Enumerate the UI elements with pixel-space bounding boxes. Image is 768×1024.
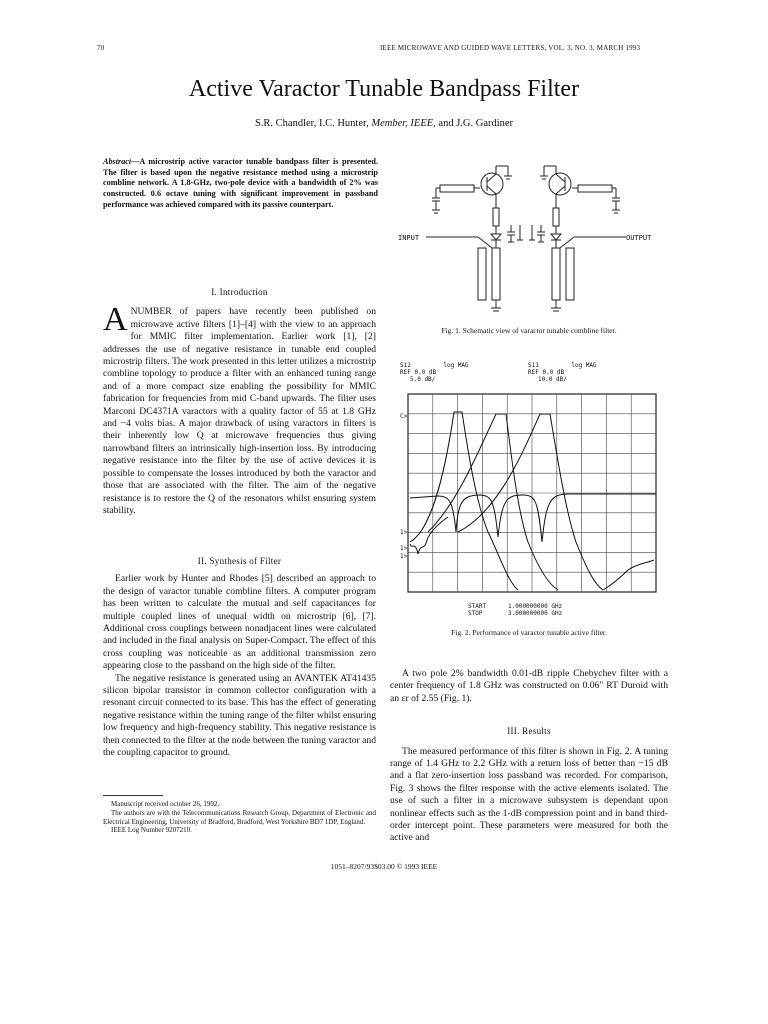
trace-noise-low [410,517,448,554]
footnote-log: IEEE Log Number 9207210. [111,826,192,835]
abstract [103,157,378,211]
copyright-footer: 1051–8207/93$03.00 © 1993 IEEE [330,862,438,871]
authors-member: Member, IEEE, [371,118,436,129]
marker-c: C> [400,413,408,420]
fig2-caption: Fig. 2. Performance of varactor tunable active filter. [451,628,607,637]
marker-1c: 1> [400,553,408,560]
trace-s12-band-1 [410,412,518,590]
fig1-caption: Fig. 1. Schematic view of varactor tunable combline filter. [441,326,617,335]
trace-rise-high [603,560,654,590]
fig2-stop-value: 3.000000000 GHz [508,610,563,617]
drop-cap: A [103,301,128,339]
fig2-s12-header [400,362,469,383]
authors-part-2: and J.G. Gardiner [438,118,514,129]
author-line [0,118,768,129]
fig2-s11-label: S11 [528,362,539,369]
fig1-output-label: OUTPUT [626,234,652,242]
fig1-input-label: INPUT [398,234,420,242]
section-introduction [103,286,376,517]
fig2-s12-ref: REF 0.0 dB [400,369,437,376]
fig2-s12-mode: log MAG [443,362,469,369]
fig2-s11-header [528,362,597,383]
synthesis-heading: II. Synthesis of Filter [197,556,282,566]
fig1-schematic [396,160,656,320]
right-column-text [390,668,668,845]
results-heading: III. Results [507,726,551,737]
authors-part-1: S.R. Chandler, I.C. Hunter, [254,118,369,129]
construction-paragraph: A two pole 2% bandwidth 0.01-dB ripple Chebychev filter with a center frequency of 1.8 GHz was constructed on 0.06" RT Duroid with an εr of 2.55 (Fig. 1). [390,668,668,704]
plot-traces [410,412,656,590]
footnote-rule [103,795,163,796]
intro-paragraph [103,301,376,517]
fig2-start-label: START [468,603,487,610]
results-paragraph: The measured performance of this filter is shown in Fig. 2. A tuning range of 1.4 GHz to 2.2 GHz with a return loss of better than −15 dB and a flat zero-insertion loss passband was recorded. For comparison, Fig. 3 shows the filter response with the active elements isolated. The use of such a filter in a microwave subsystem is dependant upon nonlinear effects such as the 1-dB compression point and in band third-order intercept point. These parameters were measured for both the active and [390,745,668,844]
fig2-plot [398,392,658,596]
section-synthesis [103,555,376,760]
intro-heading: I. Introduction [211,287,268,297]
marker-1b: 1> [400,545,408,552]
marker-1a: 1> [400,529,408,536]
fig2-sweep [468,603,562,617]
fig2-s11-mode: log MAG [571,362,597,369]
running-head: IEEE MICROWAVE AND GUIDED WAVE LETTERS, VOL. 3, NO. 3, MARCH 1993 [380,44,641,52]
footnote-received: Manuscript received october 26, 1992. [111,800,220,808]
page-number: 70 [97,44,105,52]
synthesis-paragraph-1: Earlier work by Hunter and Rhodes [5] described an approach to the design of varactor tunable combline filters. A computer program has been written to calculate the mutual and self capacitances for multiple coupled lines of unequal width on microstrip [6], [7]. Additional cross couplings between nonadjacent lines were calculated and included in the final analysis on Super-Compact. The effect of this cross coupling was noticeable as an additional transmission zero appearing close to the passband on the high side of the filter. [103,573,376,672]
fig2-s11-scale: 10.0 dB/ [538,376,567,383]
synthesis-paragraph-2: The negative resistance is generated using an AVANTEK AT41435 silicon bipolar transistor in common collector configuration with a resonant circuit connected to its base. This has the effect of generating negative resistance within the tuning range of the filter whilst ensuring low frequency and high-frequency stability. This negative resistance is then connected to the filter at the node between the tuning varactor and the coupling capacitor to ground. [103,672,376,759]
fig2-s11-ref: REF 0.0 dB [528,369,565,376]
paper-title: Active Varactor Tunable Bandpass Filter [188,76,580,102]
intro-text: NUMBER of papers have recently been published on microwave active filters [1]–[4] with the view to an approach for MMIC filter implementation. Earlier work [1], [2] addresses the use of negative resistance in tunable end coupled microstrip filters. The work presented in this letter utilizes a microstrip combline topology to produce a filter with an enhanced tuning range and of a more compact size enabling the possibility for MMIC fabrication for frequencies from mid C-band upwards. The filter uses Marconi DC4371A varactors with a quality factor of 55 at 1.8 GHz and −4 volts bias. A major drawback of using varactors in filters is their inherently low Q at microwave frequencies thus giving narrowband filters an intrinsically high-insertion loss. By introducing negative resistance into the filter by the use of active devices it is possible to compensate the losses introduced by both the varactor and those that are associated with the filter. The aim of the negative resistance is to restore the Q of the resonators whilst ensuring system stability. [103,306,376,516]
fig2-s12-label: S12 [400,362,411,369]
plot-grid [408,394,656,592]
footnote [103,800,376,835]
fig2-stop-label: STOP [468,610,483,617]
abstract-text: —A microstrip active varactor tunable bandpass filter is presented. The filter is based upon the negative resistance method using a microstrip combline network. A 1.8-GHz, two-pole device with a bandwidth of 2% was constructed. 0.6 octave tuning with significant improvement in passband performance was achieved compared with its passive counterpart. [103,157,378,209]
abstract-label: Abstract [103,157,132,166]
fig2-s12-scale: 5.0 dB/ [410,376,436,383]
trace-s12-band-3 [458,414,603,590]
fig2-start-value: 1.000000000 GHz [508,603,563,610]
footnote-affiliation: The authors are with the Telecommunications Research Group, Department of Electronic and Electrical Engineering, University of Bradford, Bradford, West Yorkshire BD7 1DP, England. [103,808,376,826]
